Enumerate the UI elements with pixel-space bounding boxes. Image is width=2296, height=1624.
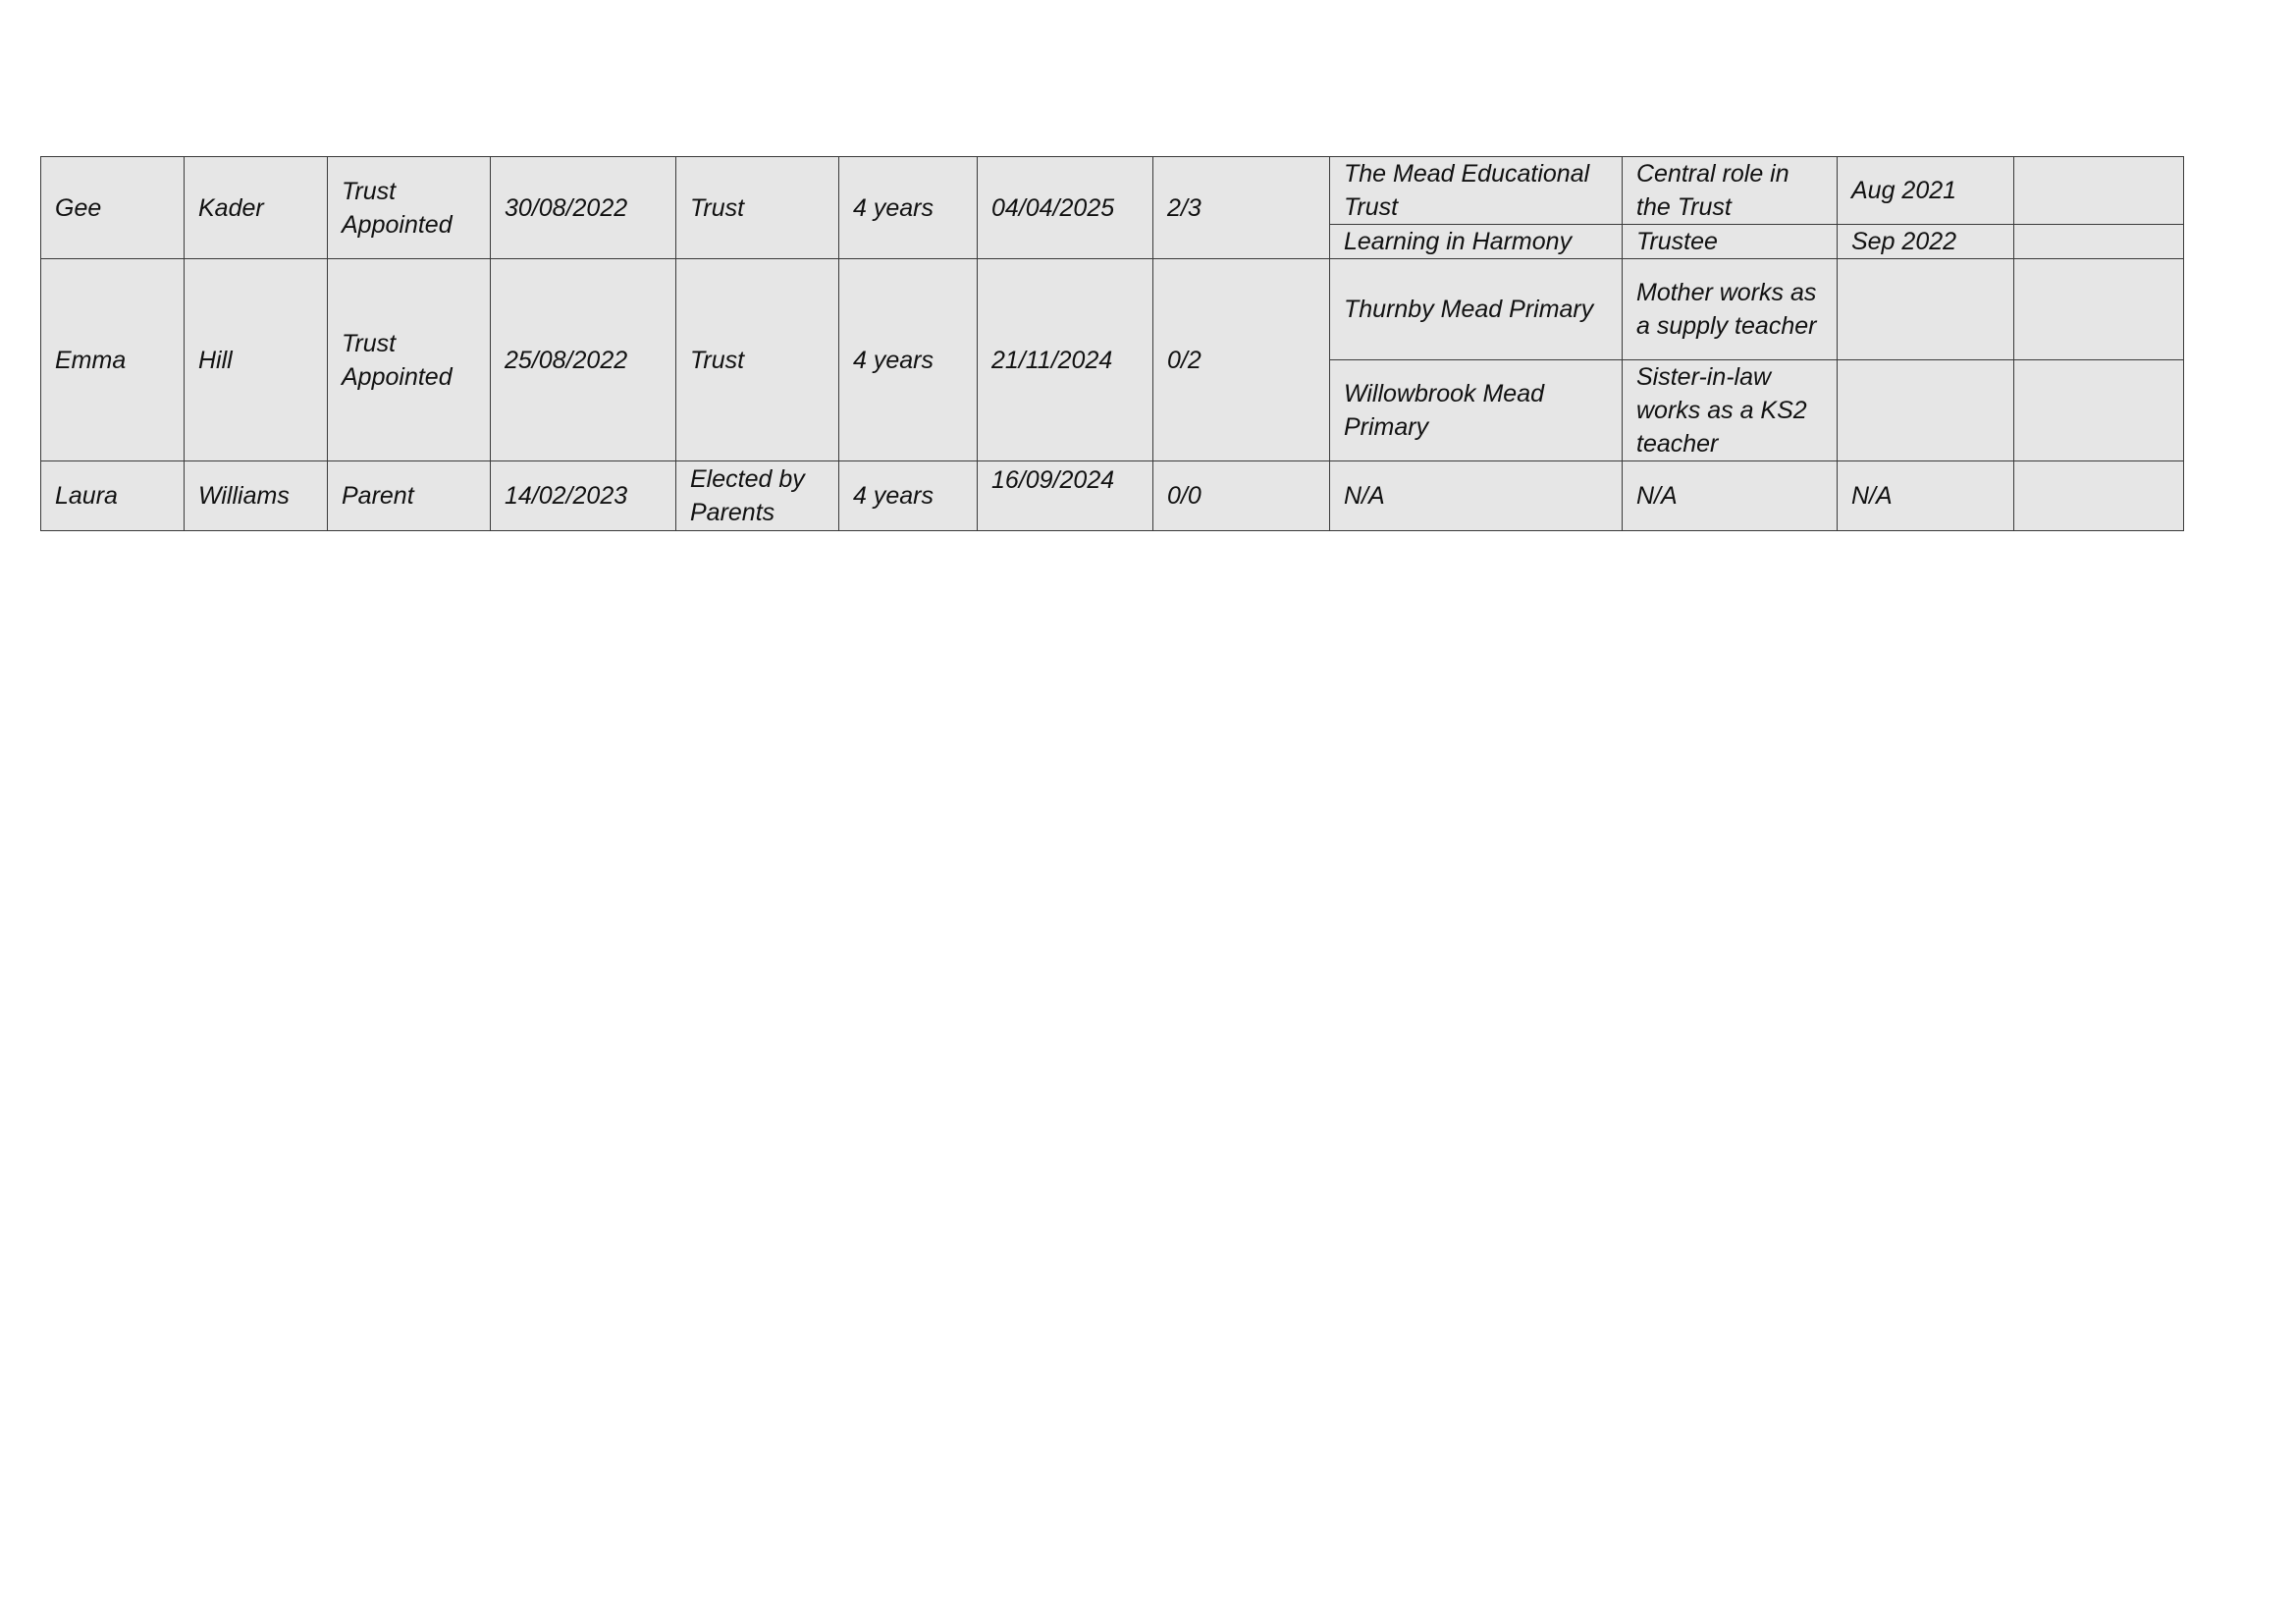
ratio-cell: 0/2 [1153, 259, 1330, 461]
appointed-by-cell: Trust [676, 259, 839, 461]
interest-date-cell [1838, 360, 2014, 461]
interest-date-cell [1838, 259, 2014, 360]
first-name-cell: Laura [41, 461, 185, 531]
date-appointed-cell: 30/08/2022 [491, 157, 676, 259]
interest-extra-cell [2014, 259, 2184, 360]
interest-organisation-cell: Thurnby Mead Primary [1330, 259, 1623, 360]
interest-role-cell: Mother works as a supply teacher [1623, 259, 1838, 360]
category-cell: Trust Appointed [328, 259, 491, 461]
interest-organisation-cell: N/A [1330, 461, 1623, 531]
surname-cell: Williams [185, 461, 328, 531]
interest-date-cell: Sep 2022 [1838, 225, 2014, 259]
category-cell: Parent [328, 461, 491, 531]
table-row [41, 157, 2184, 225]
first-name-cell: Emma [41, 259, 185, 461]
governors-table [40, 156, 2184, 531]
term-cell: 4 years [839, 461, 978, 531]
ratio-cell: 0/0 [1153, 461, 1330, 531]
interest-organisation-cell: The Mead Educational Trust [1330, 157, 1623, 225]
interest-extra-cell [2014, 157, 2184, 225]
interest-organisation-cell: Learning in Harmony [1330, 225, 1623, 259]
interest-role-cell: N/A [1623, 461, 1838, 531]
interest-role-cell: Trustee [1623, 225, 1838, 259]
ratio-cell: 2/3 [1153, 157, 1330, 259]
date-appointed-cell: 25/08/2022 [491, 259, 676, 461]
appointed-by-cell: Elected by Parents [676, 461, 839, 531]
interest-role-cell: Sister-in-law works as a KS2 teacher [1623, 360, 1838, 461]
category-cell: Trust Appointed [328, 157, 491, 259]
table-row [41, 461, 2184, 531]
table-row [41, 259, 2184, 360]
interest-role-cell: Central role in the Trust [1623, 157, 1838, 225]
interest-extra-cell [2014, 461, 2184, 531]
date-cell: 16/09/2024 [978, 461, 1153, 531]
interest-extra-cell [2014, 360, 2184, 461]
date-appointed-cell: 14/02/2023 [491, 461, 676, 531]
first-name-cell: Gee [41, 157, 185, 259]
interest-organisation-cell: Willowbrook Mead Primary [1330, 360, 1623, 461]
date-cell: 21/11/2024 [978, 259, 1153, 461]
term-cell: 4 years [839, 157, 978, 259]
interest-date-cell: Aug 2021 [1838, 157, 2014, 225]
date-cell: 04/04/2025 [978, 157, 1153, 259]
interest-date-cell: N/A [1838, 461, 2014, 531]
term-cell: 4 years [839, 259, 978, 461]
appointed-by-cell: Trust [676, 157, 839, 259]
surname-cell: Hill [185, 259, 328, 461]
interest-extra-cell [2014, 225, 2184, 259]
surname-cell: Kader [185, 157, 328, 259]
